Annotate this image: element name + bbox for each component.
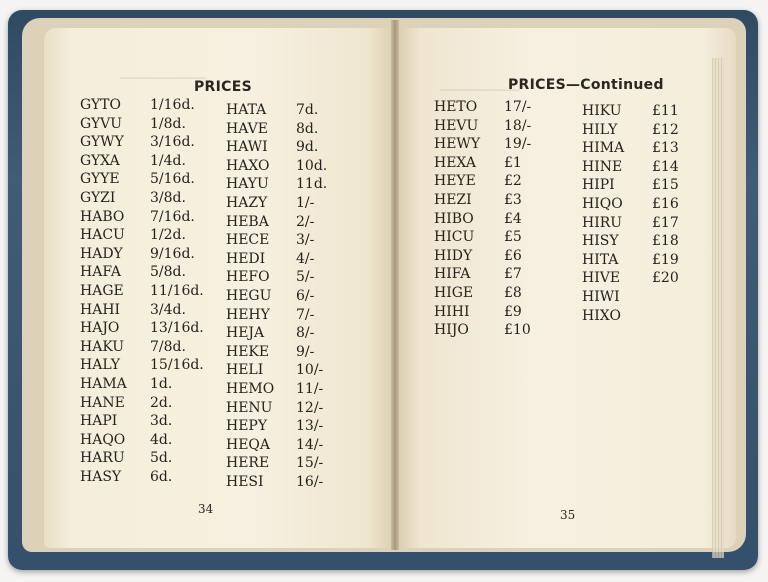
price-value: 2/- xyxy=(296,213,315,230)
price-value: 11/16d. xyxy=(150,282,204,299)
price-code-row xyxy=(80,319,204,338)
price-code-row xyxy=(226,213,327,232)
price-code-row xyxy=(80,412,204,431)
code-word: HAFA xyxy=(80,264,121,281)
price-value: 11d. xyxy=(296,176,328,193)
code-word: HEKE xyxy=(226,343,270,360)
price-value: £16 xyxy=(652,195,679,212)
price-code-row xyxy=(226,268,327,287)
price-value: 1/4d. xyxy=(150,152,186,169)
code-word: HAVE xyxy=(226,120,268,137)
price-code-row xyxy=(80,170,204,189)
price-code-row xyxy=(226,194,327,213)
price-value: 18/- xyxy=(504,117,532,134)
price-value: £7 xyxy=(504,266,522,283)
price-code-row xyxy=(80,133,204,152)
price-code-column xyxy=(434,98,531,340)
price-value: £18 xyxy=(652,233,679,250)
code-word: GYTO xyxy=(80,97,121,113)
page-title: PRICES—Continued xyxy=(508,77,664,93)
price-code-row xyxy=(226,399,327,418)
price-code-row xyxy=(582,269,679,288)
code-word: HIRU xyxy=(582,214,623,231)
code-word: HAXO xyxy=(226,157,270,174)
code-word: HIXO xyxy=(582,307,621,324)
price-code-column xyxy=(226,101,327,491)
price-code-row xyxy=(80,96,204,115)
code-word: HAKU xyxy=(80,338,125,355)
price-value: £19 xyxy=(652,251,679,268)
price-value: 8d. xyxy=(296,120,319,137)
code-word: HIJO xyxy=(434,322,469,339)
price-code-row xyxy=(80,152,204,171)
code-word: HIWI xyxy=(582,288,620,305)
price-code-row xyxy=(80,338,204,357)
price-value: 14/- xyxy=(296,436,324,453)
price-value: £3 xyxy=(504,191,522,208)
code-word: HAWI xyxy=(226,139,268,156)
price-value: £8 xyxy=(504,284,522,301)
code-word: HEQA xyxy=(226,436,271,453)
price-code-row xyxy=(226,324,327,343)
code-word: HICU xyxy=(434,229,475,246)
price-value: 5/8d. xyxy=(150,264,186,281)
price-value: 5/16d. xyxy=(150,171,195,188)
price-code-row xyxy=(226,436,327,455)
code-word: HIVE xyxy=(582,270,621,287)
code-word: HEZI xyxy=(434,191,472,208)
price-code-row xyxy=(80,189,204,208)
code-word: HAJO xyxy=(80,320,120,337)
price-code-row xyxy=(80,468,204,487)
code-word: HIDY xyxy=(434,247,473,264)
price-code-row xyxy=(226,361,327,380)
price-code-row xyxy=(226,380,327,399)
price-value: 2d. xyxy=(150,394,173,411)
price-value: £20 xyxy=(652,270,679,287)
price-value: 19/- xyxy=(504,136,532,153)
price-code-row xyxy=(434,210,531,229)
price-value: £2 xyxy=(504,173,522,190)
price-code-row xyxy=(226,473,327,492)
price-value: 6/- xyxy=(296,287,315,304)
price-code-row xyxy=(434,135,531,154)
price-code-row xyxy=(80,449,204,468)
price-value: 13/16d. xyxy=(150,320,204,337)
price-value: £11 xyxy=(652,103,679,119)
code-word: HENU xyxy=(226,399,273,416)
price-value: 7/8d. xyxy=(150,338,186,355)
page-title: PRICES xyxy=(194,79,252,95)
code-word: HEVU xyxy=(434,117,479,134)
code-word: HIMA xyxy=(582,140,625,157)
price-value: 17/- xyxy=(504,99,532,115)
price-value: 1/2d. xyxy=(150,227,186,244)
price-value: £9 xyxy=(504,303,522,320)
price-code-row xyxy=(582,307,679,326)
price-value: 1d. xyxy=(150,375,173,392)
code-word: HAZY xyxy=(226,194,268,211)
code-word: HILY xyxy=(582,121,618,138)
price-value: 4d. xyxy=(150,431,173,448)
code-word: HARU xyxy=(80,450,125,467)
price-code-row xyxy=(80,226,204,245)
code-word: HEPY xyxy=(226,418,268,435)
code-word: HAMA xyxy=(80,375,127,392)
price-code-row xyxy=(80,282,204,301)
price-code-row xyxy=(226,417,327,436)
price-value: 1/- xyxy=(296,194,315,211)
show-through-text: ──────────── xyxy=(440,84,520,97)
price-value: 16/- xyxy=(296,473,324,490)
price-code-row xyxy=(226,250,327,269)
price-value: 3/8d. xyxy=(150,189,186,206)
code-word: HAYU xyxy=(226,176,269,193)
price-value: 7/16d. xyxy=(150,208,195,225)
price-value: 1/8d. xyxy=(150,115,186,132)
code-word: HEYE xyxy=(434,173,476,190)
page-edges xyxy=(712,58,724,558)
price-code-row xyxy=(80,301,204,320)
code-word: HADY xyxy=(80,245,123,262)
code-word: HATA xyxy=(226,102,267,118)
price-value: £1 xyxy=(504,154,522,171)
price-code-row xyxy=(226,454,327,473)
price-code-row xyxy=(434,284,531,303)
price-value: £13 xyxy=(652,140,679,157)
code-word: HEDI xyxy=(226,250,266,267)
code-word: HACU xyxy=(80,227,125,244)
price-code-row xyxy=(226,120,327,139)
price-value: 3/- xyxy=(296,232,315,249)
code-word: HIQO xyxy=(582,195,623,212)
code-word: HAQO xyxy=(80,431,126,448)
code-word: HABO xyxy=(80,208,125,225)
price-code-row xyxy=(434,191,531,210)
code-word: GYXA xyxy=(80,152,120,169)
price-code-row xyxy=(226,101,327,120)
code-word: HEXA xyxy=(434,154,477,171)
code-word: HEWY xyxy=(434,136,481,153)
code-word: HANE xyxy=(80,394,125,411)
page-number: 35 xyxy=(560,508,576,522)
price-code-row xyxy=(226,157,327,176)
price-code-column xyxy=(80,96,204,486)
price-code-row xyxy=(80,115,204,134)
price-code-row xyxy=(80,263,204,282)
price-code-row xyxy=(582,176,679,195)
code-word: HINE xyxy=(582,158,623,175)
code-word: HETO xyxy=(434,99,478,115)
code-word: GYVU xyxy=(80,115,123,132)
code-word: HEHY xyxy=(226,306,270,323)
price-code-row xyxy=(582,214,679,233)
price-value: £5 xyxy=(504,229,522,246)
price-code-row xyxy=(80,208,204,227)
price-code-row xyxy=(80,375,204,394)
price-code-row xyxy=(434,303,531,322)
code-word: HEJA xyxy=(226,325,265,342)
price-value: £4 xyxy=(504,210,522,227)
price-code-row xyxy=(434,98,531,117)
price-value: 11/- xyxy=(296,380,324,397)
price-code-row xyxy=(582,102,679,121)
code-word: HEMO xyxy=(226,380,275,397)
code-word: HERE xyxy=(226,455,270,472)
code-word: HASY xyxy=(80,468,122,485)
price-value: 10d. xyxy=(296,157,328,174)
page-number: 34 xyxy=(198,502,214,516)
price-code-row xyxy=(582,251,679,270)
book-spine-gutter xyxy=(391,20,399,550)
code-word: HIFA xyxy=(434,266,471,283)
price-code-row xyxy=(226,287,327,306)
price-code-column xyxy=(582,102,679,325)
code-word: HAHI xyxy=(80,301,121,318)
price-value: 4/- xyxy=(296,250,315,267)
price-value: £6 xyxy=(504,247,522,264)
price-code-row xyxy=(434,228,531,247)
show-through-text: ───────────── xyxy=(120,72,207,85)
price-value: 13/- xyxy=(296,418,324,435)
price-code-row xyxy=(434,117,531,136)
price-value: £17 xyxy=(652,214,679,231)
price-value: 5/- xyxy=(296,269,315,286)
code-word: HAGE xyxy=(80,282,124,299)
code-word: HEFO xyxy=(226,269,270,286)
code-word: HEBA xyxy=(226,213,269,230)
price-value: 1/16d. xyxy=(150,97,195,113)
price-value: 8/- xyxy=(296,325,315,342)
code-word: HIGE xyxy=(434,284,474,301)
price-code-row xyxy=(434,321,531,340)
price-value: £10 xyxy=(504,322,531,339)
price-code-row xyxy=(226,175,327,194)
price-code-row xyxy=(80,394,204,413)
code-word: HESI xyxy=(226,473,264,490)
price-value: 5d. xyxy=(150,450,173,467)
price-value: £12 xyxy=(652,121,679,138)
price-code-row xyxy=(582,121,679,140)
code-word: HEGU xyxy=(226,287,272,304)
price-value: 3d. xyxy=(150,413,173,430)
price-code-row xyxy=(226,138,327,157)
code-word: HISY xyxy=(582,233,619,250)
price-code-row xyxy=(226,343,327,362)
price-code-row xyxy=(80,245,204,264)
price-code-row xyxy=(582,232,679,251)
price-value: 3/16d. xyxy=(150,134,195,151)
price-code-row xyxy=(434,154,531,173)
price-value: £15 xyxy=(652,177,679,194)
code-word: HAPI xyxy=(80,413,118,430)
price-code-row xyxy=(80,431,204,450)
price-value: 7d. xyxy=(296,102,319,118)
code-word: HELI xyxy=(226,362,264,379)
code-word: HIPI xyxy=(582,177,615,194)
price-code-row xyxy=(582,195,679,214)
code-word: GYZI xyxy=(80,189,116,206)
code-word: HITA xyxy=(582,251,619,268)
price-code-row xyxy=(434,265,531,284)
price-code-row xyxy=(226,306,327,325)
code-word: HECE xyxy=(226,232,270,249)
price-value: £14 xyxy=(652,158,679,175)
price-value: 3/4d. xyxy=(150,301,186,318)
price-value: 15/16d. xyxy=(150,357,204,374)
price-code-row xyxy=(582,288,679,307)
code-word: HIBO xyxy=(434,210,474,227)
price-code-row xyxy=(434,172,531,191)
price-value: 9/- xyxy=(296,343,315,360)
price-code-row xyxy=(226,231,327,250)
code-word: HIKU xyxy=(582,103,622,119)
code-word: HIHI xyxy=(434,303,470,320)
price-value: 6d. xyxy=(150,468,173,485)
price-value: 9/16d. xyxy=(150,245,195,262)
price-code-row xyxy=(582,139,679,158)
price-code-row xyxy=(80,356,204,375)
price-value: 7/- xyxy=(296,306,315,323)
code-word: GYYE xyxy=(80,171,120,188)
code-word: HALY xyxy=(80,357,120,374)
price-value: 9d. xyxy=(296,139,319,156)
code-word: GYWY xyxy=(80,134,124,151)
price-value: 15/- xyxy=(296,455,324,472)
price-value: 12/- xyxy=(296,399,324,416)
price-code-row xyxy=(434,247,531,266)
price-code-row xyxy=(582,158,679,177)
price-value: 10/- xyxy=(296,362,324,379)
